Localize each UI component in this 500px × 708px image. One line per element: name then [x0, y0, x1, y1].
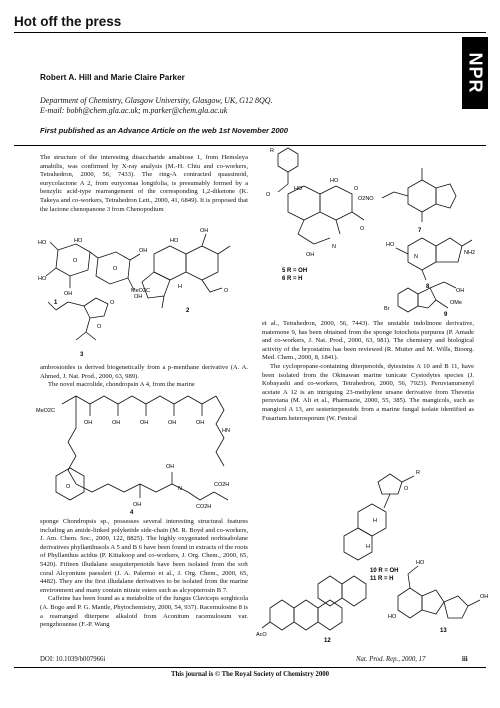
atom-label: OMe	[450, 300, 462, 306]
compound-6-label: 6 R = H	[282, 276, 303, 282]
atom-label: OH	[196, 420, 205, 426]
atom-label: OH	[200, 228, 209, 234]
atom-label: O	[266, 192, 271, 198]
atom-label: O	[66, 484, 71, 490]
compound-10-label: 10 R = OH	[370, 568, 399, 574]
page-title: Hot off the press	[14, 14, 122, 29]
atom-label: CO2H	[196, 504, 212, 510]
atom-label: HO	[416, 560, 425, 566]
compound-1-label: 1	[54, 300, 58, 306]
atom-label: OH	[112, 420, 121, 426]
compound-5-label: 5 R = OH	[282, 268, 308, 274]
atom-label: O	[404, 486, 409, 492]
atom-label: OH	[134, 294, 143, 300]
footer-rule	[14, 667, 486, 668]
compound-8-label: 8	[426, 284, 430, 290]
atom-label: O	[113, 266, 118, 272]
atom-label: HO	[74, 238, 83, 244]
compound-9-label: 9	[444, 312, 448, 318]
atom-label: O	[360, 226, 365, 232]
compound-2-label: 2	[186, 308, 190, 314]
journal-citation: Nat. Prod. Rep., 2000, 17	[356, 656, 426, 663]
structures-10-to-13	[258, 468, 488, 644]
right-col-block-1	[262, 320, 474, 423]
structures-5-to-9	[258, 148, 488, 316]
npr-badge-text: NPR	[465, 52, 486, 94]
atom-label: O	[224, 288, 229, 294]
atom-label: OH	[84, 420, 93, 426]
compound-11-label: 11 R = H	[370, 576, 394, 582]
affiliation	[40, 96, 360, 116]
atom-label: HO	[386, 242, 395, 248]
atom-label: AcO	[256, 632, 267, 638]
compound-3-label: 3	[80, 352, 84, 358]
left-col-block-1	[40, 154, 248, 214]
atom-label: O	[97, 324, 102, 330]
atom-label: CO2H	[214, 482, 230, 488]
atom-label: HO	[294, 186, 303, 192]
paragraph: et al., Tetrahedron, 2000, 56, 7443). The unstable indolinone derivative, matemone 9, has been obtained from the sponge Iotochota purpurea (P. Amade and co-workers, J. Nat. Prod., 2000, 63, 981). The chemistry and biological activity of the bryostatins has been reviewed (R. Mutter and M. Wills, Bioorg. Med. Chem., 2000, 8, 1841).	[262, 320, 474, 362]
copyright: This journal is © The Royal Society of Chemistry 2000	[170, 671, 330, 678]
compound-4-label: 4	[130, 510, 134, 516]
atom-label: OH	[480, 594, 489, 600]
atom-label: R	[416, 470, 420, 476]
atom-label: HO	[38, 276, 47, 282]
compound-12-label: 12	[324, 638, 331, 644]
header-rule	[14, 32, 486, 33]
paragraph: The cyclopropane-containing diterpenoids, dytesinins A 10 and B 11, have been isolated from the Okinawan marine tunicate Cystodytes species (J. Kobayashi and co-workers, Tetrahedron, 2000, 56, 7923). Peruvianursenyl acetate A 12 is an intriguing 23-methylene ursane derivative from Thevetia peruviana (M. Ali et al., Pharmazie, 2000, 55, 385). The mangicols, such as mangicol A 13, are sesterterpenoids from a marine fungal isolate identified as Fusarium heterosporum (W. Fenical	[262, 362, 474, 422]
atom-label: HN	[222, 428, 230, 434]
author-list: Robert A. Hill and Marie Claire Parker	[40, 73, 185, 82]
paragraph: sponge Chondropsis sp., possesses several interesting structural features including an amide-linked polyketide side-chain (M. R. Boyd and co-workers, J. Am. Chem. Soc., 2000, 122, 8825). The highly oxygenated norbisabolane derivatives phyllanthusols A 5 and B 6 have been found in extracts of the roots of Phyllanthus acidus (P. Kittakoop and co-workers, J. Org. Chem., 2000, 65, 5420). Fifteen illudalane sesquiterpenoids have been isolated from the soft coral Alcyonium paessleri (J. A. Palermo et al., J. Org. Chem., 2000, 65, 4482). They are the first illudalane derivatives to be isolated from the marine environment and many contain nitrate esters such as alcyopterosin B 7.	[40, 518, 248, 594]
atom-label: R	[270, 148, 274, 154]
atom-label: Br	[384, 306, 390, 312]
doi: DOI: 10.1039/b007966i	[40, 656, 106, 663]
compound-7-label: 7	[418, 228, 422, 234]
atom-label: MeO2C	[36, 408, 55, 414]
publication-note: First published as an Advance Article on the web 1st November 2000	[40, 126, 288, 135]
atom-label: OH	[139, 248, 148, 254]
atom-label: O	[110, 300, 115, 306]
atom-label: MeO2C	[131, 288, 150, 294]
atom-label: N	[332, 244, 336, 250]
structure-4	[36, 388, 251, 516]
atom-label: O	[73, 258, 78, 264]
atom-label: O	[354, 186, 359, 192]
atom-label: HO	[330, 178, 339, 184]
atom-label: HO	[38, 240, 47, 246]
atom-label: OH	[306, 252, 315, 258]
paragraph: The structure of the interesting disaccharide amabiose 1, from Hemsleya amabilis, was confirmed by X-ray analysis (M.-H. Chiu and co-workers, Tetrahedron, 2000, 56, 7433). The ring-A contracted quassinoid, eurycolactone A 2, from euryconaa longifolia, is presumably formed by a benzylic acid-type rearrangement of the corresponding 1,2-diketone (K. Takeya and co-workers, Tetrahedron Lett., 2000, 41, 6849). It is proposed that the lactone chenopanone 3 from Chenopodium	[40, 154, 248, 213]
atom-label: HO	[170, 238, 179, 244]
atom-label: OH	[140, 420, 149, 426]
left-col-block-3	[40, 518, 248, 630]
left-col-block-2	[40, 364, 248, 390]
atom-label: N	[414, 254, 418, 260]
page-number: iii	[462, 656, 468, 663]
atom-label: OH	[64, 291, 73, 297]
structures-1-2-3	[36, 228, 251, 360]
atom-label: OH	[166, 464, 175, 470]
paragraph: ambrosioides is derived biogenetically from a p-menthane derivative (A. A. Ahmed, J. Nat. Prod., 2000, 63, 989).	[40, 364, 248, 380]
paragraph: The novel macrolide, chondropsin A 4, from the marine	[48, 381, 195, 389]
paragraph: Caffeine has been found as a metabolite of the fungus Claviceps sorghicola (A. Bogo and P. G. Mantle, Phytochemistry, 2000, 54, 937). Racemulosine 8 is a rearranged diterpene alkaloid from Aconitum racemulosum var. pengzhouense (F.-P. Wang	[40, 595, 248, 629]
affiliation-address: Department of Chemistry, Glasgow University, Glasgow, UK, G12 8QQ.	[40, 96, 273, 105]
atom-label: N	[178, 486, 182, 492]
atom-label: HO	[388, 614, 397, 620]
atom-label: NH2	[464, 250, 476, 256]
affiliation-email: E-mail: bobh@chem.gla.ac.uk; m.parker@chem.gla.ac.uk	[40, 106, 228, 115]
atom-label: OH	[456, 288, 465, 294]
atom-label: OH	[133, 502, 142, 508]
atom-label: OH	[168, 420, 177, 426]
atom-label: H	[373, 518, 377, 524]
atom-label: H	[366, 544, 370, 550]
atom-label: H	[178, 284, 182, 290]
intro-rule	[14, 145, 486, 146]
npr-badge	[462, 37, 488, 109]
compound-13-label: 13	[440, 628, 447, 634]
atom-label: O2NO	[358, 196, 374, 202]
